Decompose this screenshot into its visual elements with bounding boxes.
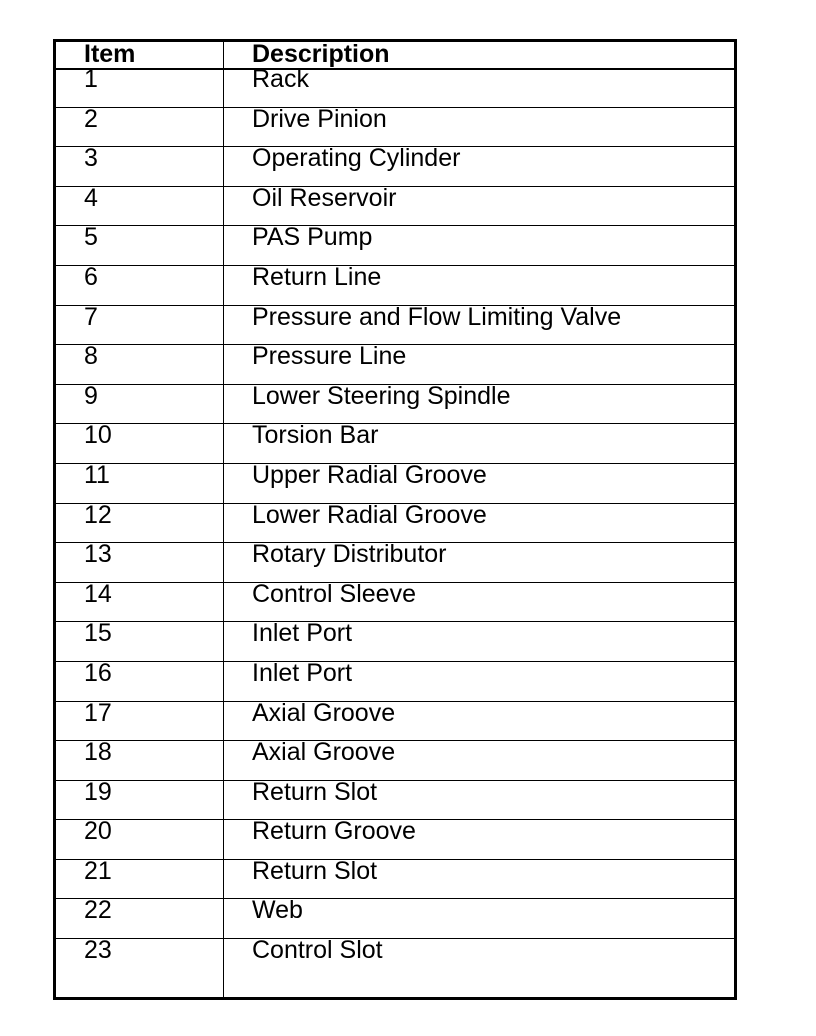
parts-table — [53, 39, 737, 1000]
item-number: 19 — [84, 777, 112, 806]
table-row — [56, 381, 734, 425]
item-description: Pressure and Flow Limiting Valve — [252, 302, 622, 331]
table-row — [56, 342, 734, 385]
item-description: Drive Pinion — [252, 104, 387, 133]
item-number: 3 — [84, 144, 98, 173]
item-description: Lower Steering Spindle — [252, 381, 511, 410]
item-description: Rack — [252, 65, 309, 93]
item-description: Lower Radial Groove — [252, 500, 487, 529]
item-number: 15 — [84, 619, 112, 648]
item-number: 7 — [84, 302, 98, 331]
item-description: Rotary Distributor — [252, 540, 447, 569]
item-description: Torsion Bar — [252, 421, 379, 450]
item-number: 12 — [84, 500, 112, 529]
item-number: 17 — [84, 698, 112, 727]
table-row — [56, 738, 734, 781]
item-number: 4 — [84, 183, 98, 212]
table-row — [56, 579, 734, 623]
table-row — [56, 262, 734, 306]
item-description: Inlet Port — [252, 619, 353, 648]
table-row — [56, 183, 734, 227]
table-row — [56, 658, 734, 702]
item-number: 2 — [84, 104, 98, 133]
table-row — [56, 223, 734, 266]
item-description: Return Slot — [252, 777, 378, 806]
item-number: 8 — [84, 342, 98, 371]
item-number: 1 — [84, 65, 98, 93]
item-description: Web — [252, 896, 303, 925]
item-description: Operating Cylinder — [252, 144, 461, 173]
table-header-row — [56, 42, 734, 70]
item-description: Axial Groove — [252, 698, 396, 727]
item-description: Return Slot — [252, 856, 378, 885]
item-number: 22 — [84, 896, 112, 925]
table-row — [56, 817, 734, 860]
item-description: Control Sleeve — [252, 579, 416, 608]
item-number: 21 — [84, 856, 112, 885]
item-description: PAS Pump — [252, 223, 373, 252]
table-row — [56, 500, 734, 544]
item-description: Return Line — [252, 262, 382, 291]
table-row — [56, 540, 734, 583]
item-description: Inlet Port — [252, 658, 353, 687]
item-number: 13 — [84, 540, 112, 569]
table-row — [56, 460, 734, 504]
item-description: Upper Radial Groove — [252, 460, 487, 489]
description-column-header: Description — [252, 40, 390, 68]
item-number: 6 — [84, 262, 98, 291]
table-row — [56, 65, 734, 108]
item-description: Oil Reservoir — [252, 183, 397, 212]
table-row — [56, 302, 734, 346]
table-row — [56, 698, 734, 742]
item-number: 16 — [84, 658, 112, 687]
item-number: 11 — [84, 460, 110, 489]
table-row — [56, 856, 734, 900]
item-description: Return Groove — [252, 817, 416, 846]
table-row — [56, 421, 734, 464]
table-row — [56, 619, 734, 662]
item-number: 20 — [84, 817, 112, 846]
table-row — [56, 777, 734, 821]
item-description: Control Slot — [252, 936, 383, 965]
item-number: 14 — [84, 579, 112, 608]
table-row — [56, 896, 734, 939]
item-description: Pressure Line — [252, 342, 407, 371]
table-row — [56, 144, 734, 187]
table-body — [56, 65, 734, 978]
item-number: 23 — [84, 936, 112, 965]
item-number: 5 — [84, 223, 98, 252]
item-number: 10 — [84, 421, 112, 450]
item-column-header: Item — [84, 40, 136, 68]
table-row — [56, 936, 734, 978]
item-number: 18 — [84, 738, 112, 767]
table-row — [56, 104, 734, 148]
item-number: 9 — [84, 381, 98, 410]
item-description: Axial Groove — [252, 738, 396, 767]
